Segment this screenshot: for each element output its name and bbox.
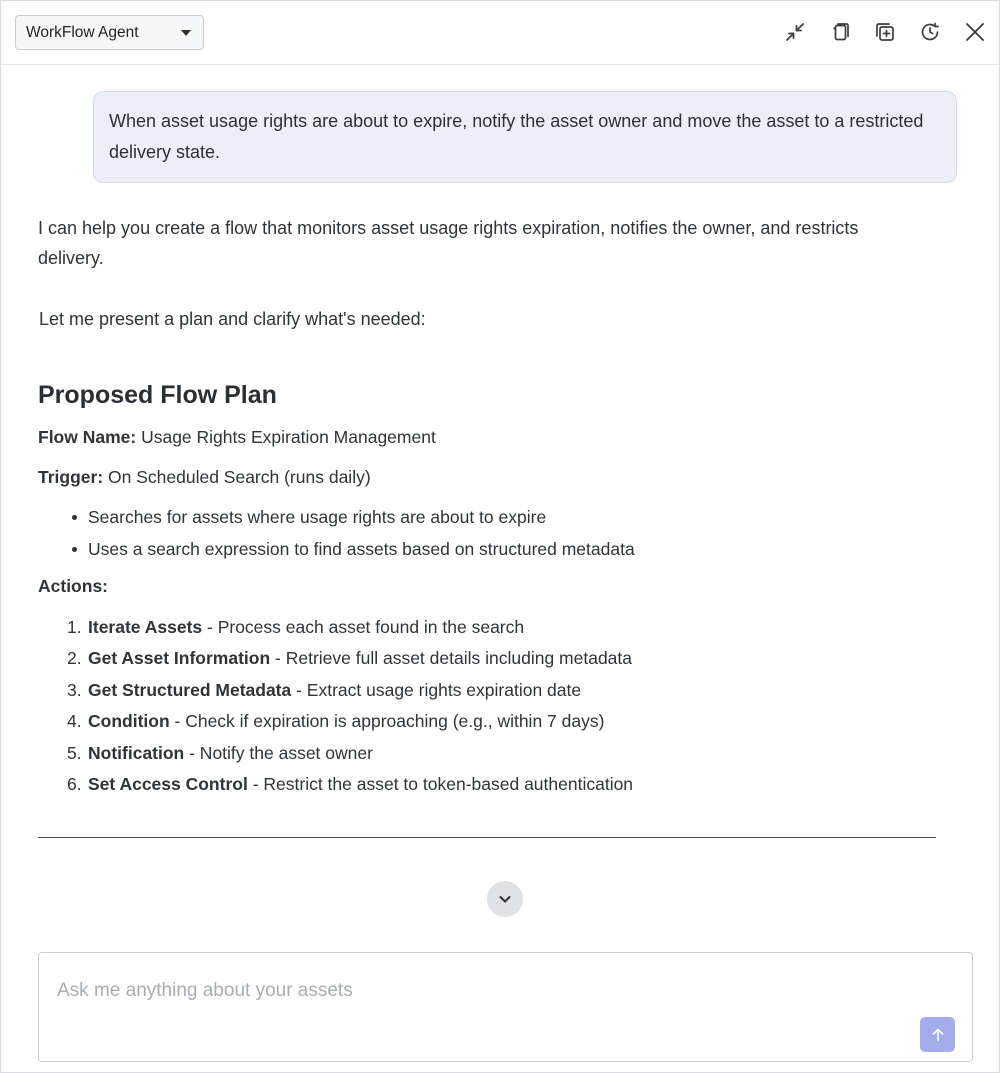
- step-number: 3.: [67, 679, 82, 700]
- chat-composer: [38, 952, 973, 1062]
- step-desc: - Extract usage rights expiration date: [291, 679, 582, 700]
- step-desc: - Process each asset found in the search: [202, 617, 525, 637]
- step-number: 4.: [67, 711, 82, 732]
- step-number: 2.: [67, 648, 82, 669]
- flow-name-value: Usage Rights Expiration Management: [136, 427, 436, 447]
- step-number: 5.: [67, 742, 82, 763]
- trigger-value: On Scheduled Search (runs daily): [103, 467, 371, 487]
- user-message: When asset usage rights are about to expire, notify the asset owner and move the asset to a restricted delivery state.: [93, 91, 957, 183]
- flow-name-label: Flow Name:: [38, 427, 137, 447]
- close-icon[interactable]: [962, 19, 988, 45]
- assistant-message: [38, 213, 938, 800]
- step-title: Notification: [88, 742, 185, 763]
- step-title: Get Asset Information: [88, 648, 271, 669]
- list-item: [38, 769, 938, 800]
- add-copy-icon[interactable]: [872, 19, 898, 45]
- actions-heading: Actions:: [38, 576, 108, 596]
- step-desc: - Retrieve full asset details including metadata: [270, 648, 633, 669]
- arrow-up-icon: [930, 1027, 946, 1043]
- trigger-bullets: [38, 501, 938, 565]
- list-item: [38, 643, 938, 674]
- history-icon[interactable]: [917, 19, 943, 45]
- step-desc: - Check if expiration is approaching (e.g., within 7 days): [169, 711, 605, 732]
- chevron-down-icon: [181, 30, 191, 36]
- actions-list: [38, 612, 938, 800]
- panel-header: [1, 1, 999, 65]
- trigger-line: [38, 464, 938, 490]
- chevron-down-icon: [497, 891, 513, 907]
- send-button[interactable]: [920, 1017, 955, 1052]
- list-item: [38, 612, 938, 643]
- agent-select[interactable]: [15, 15, 204, 50]
- step-title: Get Structured Metadata: [88, 679, 292, 700]
- message-input[interactable]: [39, 953, 972, 1029]
- list-item: [38, 706, 938, 737]
- step-title: Iterate Assets: [88, 617, 203, 637]
- horizontal-rule: [38, 837, 936, 838]
- assistant-lead: Let me present a plan and clarify what's needed:: [39, 309, 426, 329]
- flow-name-line: [38, 424, 938, 450]
- collapse-icon[interactable]: [782, 19, 808, 45]
- list-item: Searches for assets where usage rights are about to expire: [38, 501, 938, 533]
- step-number: 6.: [67, 774, 82, 795]
- trigger-label: Trigger:: [38, 467, 104, 487]
- step-title: Condition: [88, 711, 170, 732]
- list-item: Uses a search expression to find assets based on structured metadata: [38, 533, 938, 565]
- plan-heading: Proposed Flow Plan: [38, 381, 277, 409]
- step-title: Set Access Control: [88, 774, 248, 795]
- step-desc: - Notify the asset owner: [184, 742, 373, 763]
- list-item: [38, 675, 938, 706]
- step-desc: - Restrict the asset to token-based authentication: [247, 774, 634, 795]
- copy-icon[interactable]: [827, 19, 853, 45]
- scroll-down-button[interactable]: [487, 881, 523, 917]
- step-number: 1.: [67, 617, 82, 637]
- assistant-intro: I can help you create a flow that monitors asset usage rights expiration, notifies the owner, and restricts delivery.: [38, 218, 859, 268]
- agent-select-value: WorkFlow Agent: [26, 23, 139, 41]
- list-item: [38, 738, 938, 769]
